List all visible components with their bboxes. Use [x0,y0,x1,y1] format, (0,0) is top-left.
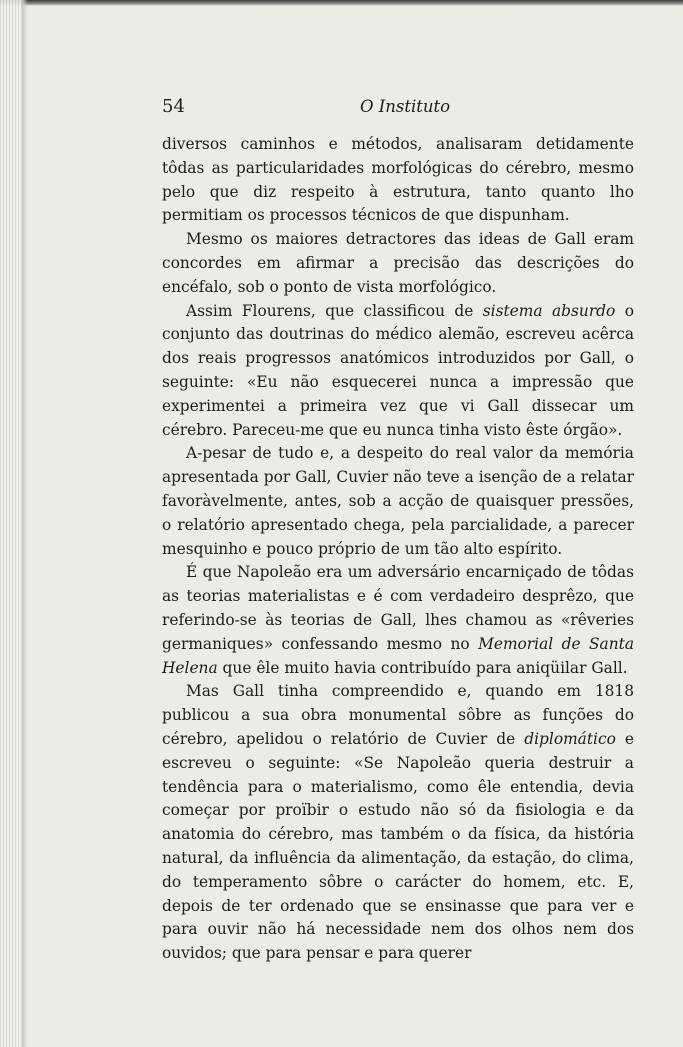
running-title: O Instituto [360,97,451,116]
text-run: É que Napoleão era um adversário encarniçado de tôdas as teorias materialistas e é com verdadeiro desprêzo, que referindo-se às teorias de Gall, lhes chamou as «rêveries germaniques» confessando mesmo no [162,563,634,653]
text-run: Mesmo os maiores detractores das ideas de Gall eram concordes em afirmar a precisão das descrições do encéfalo, sob o ponto de vista morfológico. [162,230,634,296]
paragraph [162,561,634,680]
paragraph [162,442,634,561]
text-run: que êle muito havia contribuído para aniqüilar Gall. [217,658,628,677]
text-run: o conjunto das doutrinas do médico alemão, escreveu acêrca dos reais progressos anatómicos introduzidos por Gall, o seguinte: «Eu não esquecerei nunca a impressão que experimentei a primeira vez que vi Gall dissecar um cérebro. Pareceu-me que eu nunca tinha visto êste órgão». [162,301,634,439]
paragraph [162,680,634,966]
stacked-page-edges [0,0,22,1047]
text-run: A-pesar de tudo e, a despeito do real valor da memória apresentada por Gall, Cuvier não teve a isenção de a relatar favoràvelmente, antes, sob a acção de quaisquer pressões, o relatório apresentado chega, pela parcialidade, a parecer mesquinho e pouco próprio de um tão alto espírito. [162,444,634,558]
body-text [162,133,634,966]
paragraph [162,228,634,299]
text-run: Mas Gall tinha compreendido e, quando em 1818 publicou a sua obra monumental sôbre as funções do cérebro, apelidou o relatório de Cuvier de [162,682,634,748]
paragraph [162,133,634,228]
page-top-edge [0,0,683,6]
page-gutter-shadow [22,0,28,1047]
text-run: Assim Flourens, que classificou de [186,301,483,320]
page-number: 54 [162,96,185,117]
page-header [162,95,634,125]
paragraph [162,300,634,443]
italic-text: Memorial de Santa Helena [162,634,634,677]
italic-text: sistema absurdo [482,301,616,320]
italic-text: diplomático [524,729,616,748]
text-run: diversos caminhos e métodos, analisaram detidamente tôdas as particularidades morfológicas do cérebro, mesmo pelo que diz respeito à estrutura, tanto quanto lho permitiam os processos técnicos de que dispunham. [162,135,634,225]
text-run: e escreveu o seguinte: «Se Napoleão queria destruir a tendência para o materialismo, como êle entendia, devia começar por proïbir o estudo não só da fisiologia e da anatomia do cérebro, mas também o da física, da história natural, da influência da alimentação, da estação, do clima, do temperamento sôbre o carácter do homem, etc. E, depois de ter ordenado que se ensinasse que para ver e para ouvir não há necessidade nem dos olhos nem dos ouvidos; que para pensar e para querer [162,729,634,963]
